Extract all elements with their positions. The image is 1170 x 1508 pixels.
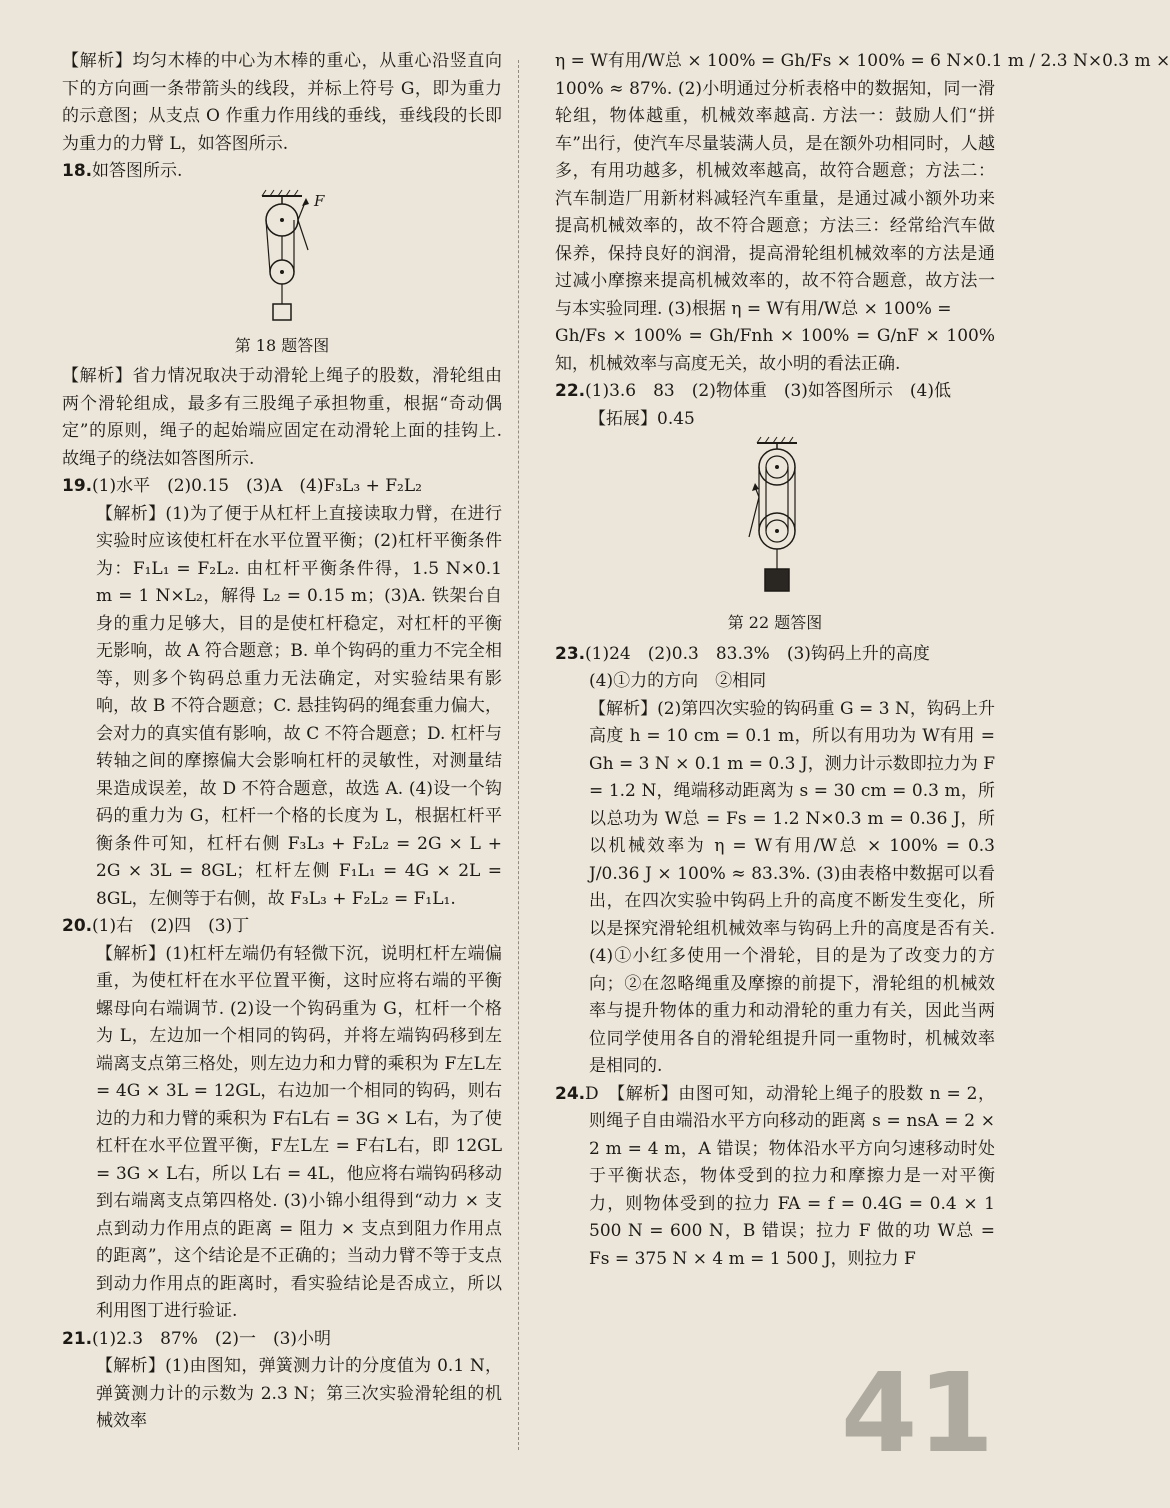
q23-number: 23. xyxy=(555,643,586,664)
q18-answer-text: 如答图所示. xyxy=(92,161,183,181)
q22-number: 22. xyxy=(555,381,586,401)
q22-answer xyxy=(555,378,995,406)
q23-answer xyxy=(555,641,995,669)
q18-answer xyxy=(62,158,502,186)
left-column xyxy=(62,48,502,1436)
q17-explanation: 【解析】均匀木棒的中心为木棒的重心，从重心沿竖直向下的方向画一条带箭头的线段，并标上符号 G，即为重力的示意图；从支点 O 作重力作用线的垂线，垂线段的长即为重力的力臂 L，如答图所示. xyxy=(62,51,502,154)
force-label-F: F xyxy=(314,191,325,210)
right-column xyxy=(555,48,1170,1273)
pulley-diagram-18 xyxy=(222,190,342,330)
efficiency-formula: η = W有用/W总 × 100% = Gh/Fs × 100% = 6 N×0.1 m / 2.3 N×0.3 m × xyxy=(555,51,1170,71)
page-number: 41 xyxy=(840,1349,994,1477)
q23-answer-text: (1)24 (2)0.3 83.3% (3)钩码上升的高度 xyxy=(585,643,930,664)
q19-answer-text: (1)水平 (2)0.15 (3)A (4)F₃L₃ + F₂L₂ xyxy=(92,476,422,496)
q20-explanation: 【解析】(1)杠杆左端仍有轻微下沉，说明杠杆左端偏重，为使杠杆在水平位置平衡，这时应将右端的平衡螺母向右端调节. (2)设一个钩码重为 G，杠杆一个格为 L，左边加一个相同的钩码，并将左端钩码移到左端离支点第三格处，则左边力和力臂的乘积为 F左L左 = 4G × 3L = 12GL，右边加一个相同的钩码，则右边的力和力臂的乘积为 F右L右 = 3G × L右，为了使杠杆在水平位置平衡，F左L左 = F右L右，即 12GL = 3G × L右，所以 L右 = 4L，他应将右端钩码移动到右端离支点第四格处. (3)小锦小组得到“动力 × 支点到动力作用点的距离 = 阻力 × 支点到阻力作用点的距离”，这个结论是不正确的；当动力臂不等于支点到动力作用点的距离时，看实验结论是否成立，所以利用图丁进行验证. xyxy=(96,943,502,1321)
q22-answer-text: (1)3.6 83 (2)物体重 (3)如答图所示 (4)低 xyxy=(585,381,951,401)
q23-answer-part4: (4)①力的方向 ②相同 xyxy=(589,671,767,691)
q21-explanation-cont: 100% ≈ 87%. (2)小明通过分析表格中的数据知，同一滑轮组，物体越重，机械效率越高. 方法一：鼓励人们“拼车”出行，使汽车尽量装满人员，是在额外功相同时，人越多，有用功越多，机械效率越高，故符合题意；方法二：汽车制造厂用新材料减轻汽车重量，是通过减小额外功来提高机械效率的，故不符合题意；方法三：经常给汽车做保养，保持良好的润滑，提高滑轮组机械效率的方法是通过减小摩擦来提高机械效率的，故不符合题意，故方法一与本实验同理. (3)根据 η = W有用/W总 × 100% = xyxy=(555,78,995,319)
q22-extension: 【拓展】0.45 xyxy=(589,408,695,429)
column-divider xyxy=(518,60,519,1450)
q24-text: D 【解析】由图可知，动滑轮上绳子的股数 n = 2，则绳子自由端沿水平方向移动的距离 s = nsA = 2 × 2 m = 4 m，A 错误；物体沿水平方向匀速移动时处于平衡状态，物体受到的拉力和摩擦力是一对平衡力，则物体受到的拉力 FA = f = 0.4G = 0.4 × 1 500 N = 600 N，B 错误；拉力 F 做的功 W总 = Fs = 375 N × 4 m = 1 500 J，则拉力 F xyxy=(585,1083,995,1269)
q24-number: 24. xyxy=(555,1083,586,1104)
q22-figure xyxy=(555,437,995,637)
q21-answer-text: (1)2.3 87% (2)一 (3)小明 xyxy=(92,1328,332,1349)
q20-answer xyxy=(62,913,502,941)
q21-answer xyxy=(62,1326,502,1354)
q19-answer xyxy=(62,473,502,501)
q19-number: 19. xyxy=(62,476,93,496)
pulley-diagram-22 xyxy=(715,437,835,607)
q24-answer xyxy=(555,1081,995,1274)
q21-explanation: 【解析】(1)由图知，弹簧测力计的分度值为 0.1 N，弹簧测力计的示数为 2.3 N；第三次实验滑轮组的机械效率 xyxy=(96,1356,502,1431)
q20-number: 20. xyxy=(62,916,93,936)
q18-figure xyxy=(62,190,502,360)
q23-explanation: 【解析】(2)第四次实验的钩码重 G = 3 N，钩码上升高度 h = 10 cm = 0.1 m，所以有用功为 W有用 = Gh = 3 N × 0.1 m = 0.3 J，测力计示数即拉力为 F = 1.2 N，绳端移动距离为 s = 30 cm = 0.3 m，所以总功为 W总 = Fs = 1.2 N×0.3 m = 0.36 J，所以机械效率为 η = W有用/W总 × 100% = 0.3 J/0.36 J × 100% ≈ 83.3%. (3)由表格中数据可以看出，在四次实验中钩码上升的高度不断发生变化，所以是探究滑轮组机械效率与钩码上升的高度是否有关. (4)①小红多使用一个滑轮，目的是为了改变力的方向；②在忽略绳重及摩擦的前提下，滑轮组的机械效率与提升物体的重力和动滑轮的重力有关，因此当两位同学使用各自的滑轮组提升同一重物时，机械效率是相同的. xyxy=(589,698,995,1076)
q20-answer-text: (1)右 (2)四 (3)丁 xyxy=(92,916,250,936)
q19-explanation: 【解析】(1)为了便于从杠杆上直接读取力臂，在进行实验时应该使杠杆在水平位置平衡；(2)杠杆平衡条件为：F₁L₁ = F₂L₂. 由杠杆平衡条件得，1.5 N×0.1 m = 1 N×L₂，解得 L₂ = 0.15 m；(3)A. 铁架台自身的重力足够大，目的是使杠杆稳定，对杠杆的平衡无影响，故 A 符合题意；B. 单个钩码的重力不完全相等，则多个钩码总重力无法确定，对实验结果有影响，故 B 不符合题意；C. 悬挂钩码的绳套重力偏大，会对力的真实值有影响，故 C 不符合题意；D. 杠杆与转轴之间的摩擦偏大会影响杠杆的灵敏性，对测量结果造成误差，故 D 不符合题意，故选 A. (4)设一个钩码的重力为 G，杠杆一个格的长度为 L，根据杠杆平衡条件可知，杠杆右侧 F₃L₃ + F₂L₂ = 2G × L + 2G × 3L = 8GL；杠杆左侧 F₁L₁ = 4G × 2L = 8GL，左侧等于右侧，故 F₃L₃ + F₂L₂ = F₁L₁. xyxy=(96,503,502,909)
q21-explanation-cont2: Gh/Fs × 100% = Gh/Fnh × 100% = G/nF × 100% 知，机械效率与高度无关，故小明的看法正确. xyxy=(555,326,995,374)
q21-number: 21. xyxy=(62,1328,93,1349)
fig22-caption: 第 22 题答图 xyxy=(727,613,823,632)
q18-explanation: 【解析】省力情况取决于动滑轮上绳子的股数，滑轮组由两个滑轮组成，最多有三股绳子承担物重，根据“奇动偶定”的原则，绳子的起始端应固定在动滑轮上面的挂钩上. 故绳子的绕法如答图所示. xyxy=(62,366,502,469)
fig18-caption: 第 18 题答图 xyxy=(234,335,330,355)
q18-number: 18. xyxy=(62,161,93,181)
